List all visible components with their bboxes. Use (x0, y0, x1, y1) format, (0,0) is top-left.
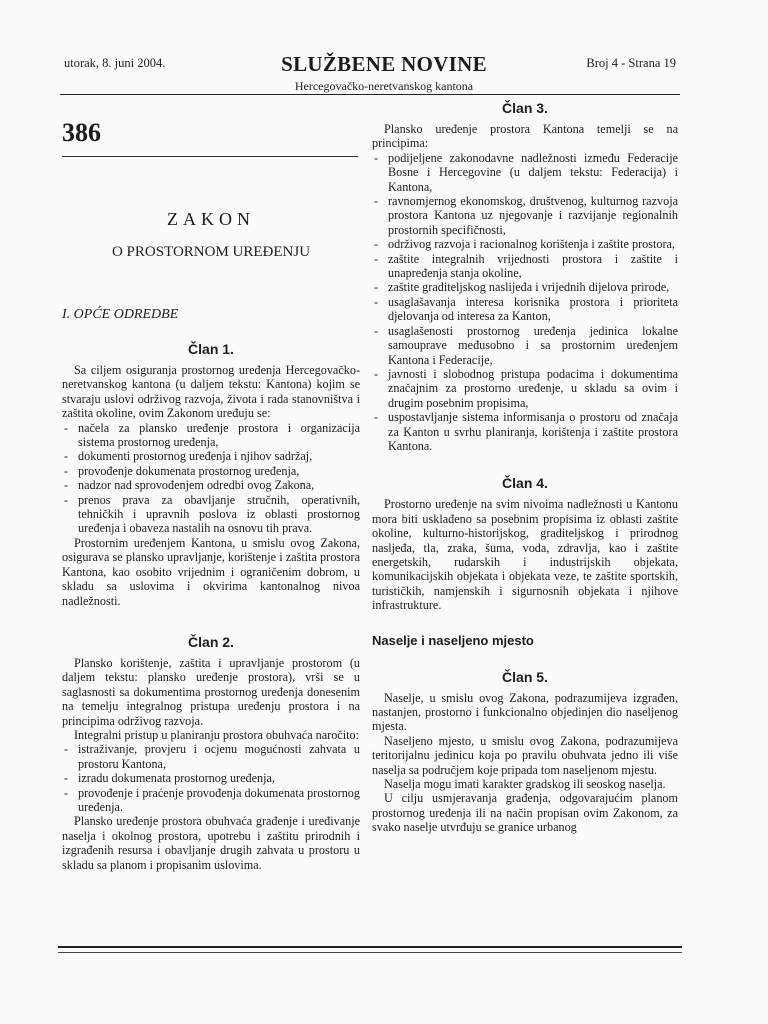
header-divider (60, 94, 680, 95)
left-column (62, 96, 360, 872)
article-paragraph: U cilju usmjeravanja građenja, odgovarajućim planom prostornog uređenja ili na način propisan ovim Zakonom, za svako naselje utvrđuju se granice urbanog (372, 791, 678, 835)
article-list (62, 742, 360, 814)
article-paragraph: Prostorno uređenje na svim nivoima nadležnosti u Kantonu mora biti usklađeno sa posebnim propisima iz oblasti zaštite okoline, kulturno-historijskog, graditeljskog i prirodnog nasljeđa, tla, zraka, šuma, voda, zdravlja, kao i zaštite energetskih, rudarskih i industrijskih objekata, komunikacijskih objekata i objekata veze, te zaštite sportskih, turističkih, namjenskih i sigurnosnih objekata i njihove infrastrukture. (372, 497, 678, 613)
article-paragraph: Naseljeno mjesto, u smislu ovog Zakona, podrazumijeva teritorijalnu jedinicu koja po pravilu obuhvata jedno ili više naselja sa područjem koje pripada tom naseljenom mjestu. (372, 733, 678, 777)
list-item: - izradu dokumenata prostornog uređenja, (62, 771, 360, 785)
list-item: - dokumenti prostornog uređenja i njihov sadržaj, (62, 449, 360, 463)
law-number-divider (62, 156, 358, 157)
list-item: - provođenje i praćenje provođenja dokumenata prostornog uređenja. (62, 786, 360, 815)
list-item: - usaglašenosti prostornog uređenja jedinica lokalne samouprave međusobno i sa prostornim uređenjem Kantona i Federacije, (372, 324, 678, 367)
article-paragraph: Prostornim uređenjem Kantona, u smislu ovog Zakona, osigurava se plansko upravljanje, korištenje i zaštita prostora Kantona, kao osobito vrijednim i ograničenim dobrom, u skladu sa uslovima i okvirima kantonalnog nivoa nadležnosti. (62, 535, 360, 608)
footer-divider-thin (58, 952, 682, 953)
list-item: - podijeljene zakonodavne nadležnosti između Federacije Bosne i Hercegovine (u daljem tekstu: Federacija) i Kantona, (372, 151, 678, 194)
law-subtitle: O PROSTORNOM UREĐENJU (111, 244, 311, 260)
article-paragraph: Plansko uređenje prostora Kantona temelji se na principima: (372, 122, 678, 151)
list-item: - zaštite integralnih vrijednosti prostora i zaštite i unapređenja stanja okoline, (372, 252, 678, 281)
list-item: - ravnomjernog ekonomskog, društvenog, kulturnog razvoja prostora Kantona uz njegovanje i razvijanje regionalnih prostornih specifičnosti, (372, 194, 678, 237)
list-item: - uspostavljanje sistema informisanja o prostoru od značaja za Kanton u svrhu planiranja, korištenja i zaštite prostora Kantona. (372, 410, 678, 453)
article-list (62, 421, 360, 536)
list-item: - zaštite graditeljskog naslijeđa i vrijednih dijelova prirode, (372, 280, 678, 294)
list-item: - načela za plansko uređenje prostora i organizacija sistema prostornog uređenja, (62, 421, 360, 450)
article-paragraph: Plansko korištenje, zaštita i upravljanje prostorom (u daljem tekstu: plansko uređenje prostora), vrši se u saglasnosti sa dokumentima prostornog uređenja donesenim na temelju integralnog pristupa uređenju prostora i na principima održivog razvoja. (62, 655, 360, 728)
law-number: 386 (62, 118, 101, 147)
list-item: - prenos prava za obavljanje stručnih, operativnih, tehničkih i upravnih poslova iz oblasti prostornog uređenja i obaveza nastalih na osnovu tih prava. (62, 493, 360, 536)
right-column (372, 96, 678, 835)
article-heading: Član 1. (188, 341, 234, 357)
section-title: I. OPĆE ODREDBE (62, 307, 179, 322)
list-item: - usaglašavanja interesa korisnika prostora i prioriteta djelovanja od interesa za Kanton, (372, 295, 678, 324)
list-item: - provođenje dokumenata prostornog uređenja, (62, 464, 360, 478)
article-paragraph: Naselja mogu imati karakter gradskog ili seoskog naselja. (384, 777, 666, 792)
article-heading: Član 3. (502, 100, 548, 116)
issue-page-number: Broj 4 - Strana 19 (586, 56, 676, 70)
article-heading: Član 5. (502, 668, 548, 685)
article-paragraph: Plansko uređenje prostora obuhvaća građenje i uređivanje naselja i okolnog prostora, upotrebu i zaštitu prirodnih i izgrađenih resursa i obavljanje drugih zahvata u prostoru u skladu sa planom i propisanim uslovima. (62, 814, 360, 872)
issue-date: utorak, 8. juni 2004. (64, 56, 166, 70)
article-heading: Član 2. (188, 633, 234, 650)
law-title: ZAKON (167, 209, 255, 229)
article-heading: Član 4. (502, 475, 548, 492)
article-paragraph: Naselje, u smislu ovog Zakona, podrazumijeva izgrađen, nastanjen, prostorno i funkcionalno objedinjen dio naseljenog mjesta. (372, 690, 678, 734)
footer-divider (58, 946, 682, 948)
list-item: - javnosti i slobodnog pristupa podacima i dokumentima značajnim za prostorno uređenje, u skladu sa ovim i drugim posebnim propisima, (372, 367, 678, 410)
article-list (372, 151, 678, 454)
article-paragraph: Sa ciljem osiguranja prostornog uređenja Hercegovačko-neretvanskog kantona (u daljem tekstu: Kantona) kojim se stvaraju uslovi održivog razvoja, života i rada stanovništva i zaštita okoline, ovim Zakonom uređuju se: (62, 363, 360, 421)
article-paragraph: Integralni pristup u planiranju prostora obuhvaća naročito: (74, 727, 359, 742)
list-item: - istraživanje, provjeru i ocjenu mogućnosti zahvata u prostoru Kantona, (62, 742, 360, 771)
gazette-subtitle: Hercegovačko-neretvanskog kantona (294, 79, 474, 93)
list-item: - održivog razvoja i racionalnog korištenja i zaštite prostora, (372, 237, 678, 251)
list-item: - nadzor nad sprovođenjem odredbi ovog Zakona, (62, 478, 360, 492)
chapter-subheading: Naselje i naseljeno mjesto (372, 632, 534, 648)
gazette-title: SLUŽBENE NOVINE (281, 52, 487, 76)
